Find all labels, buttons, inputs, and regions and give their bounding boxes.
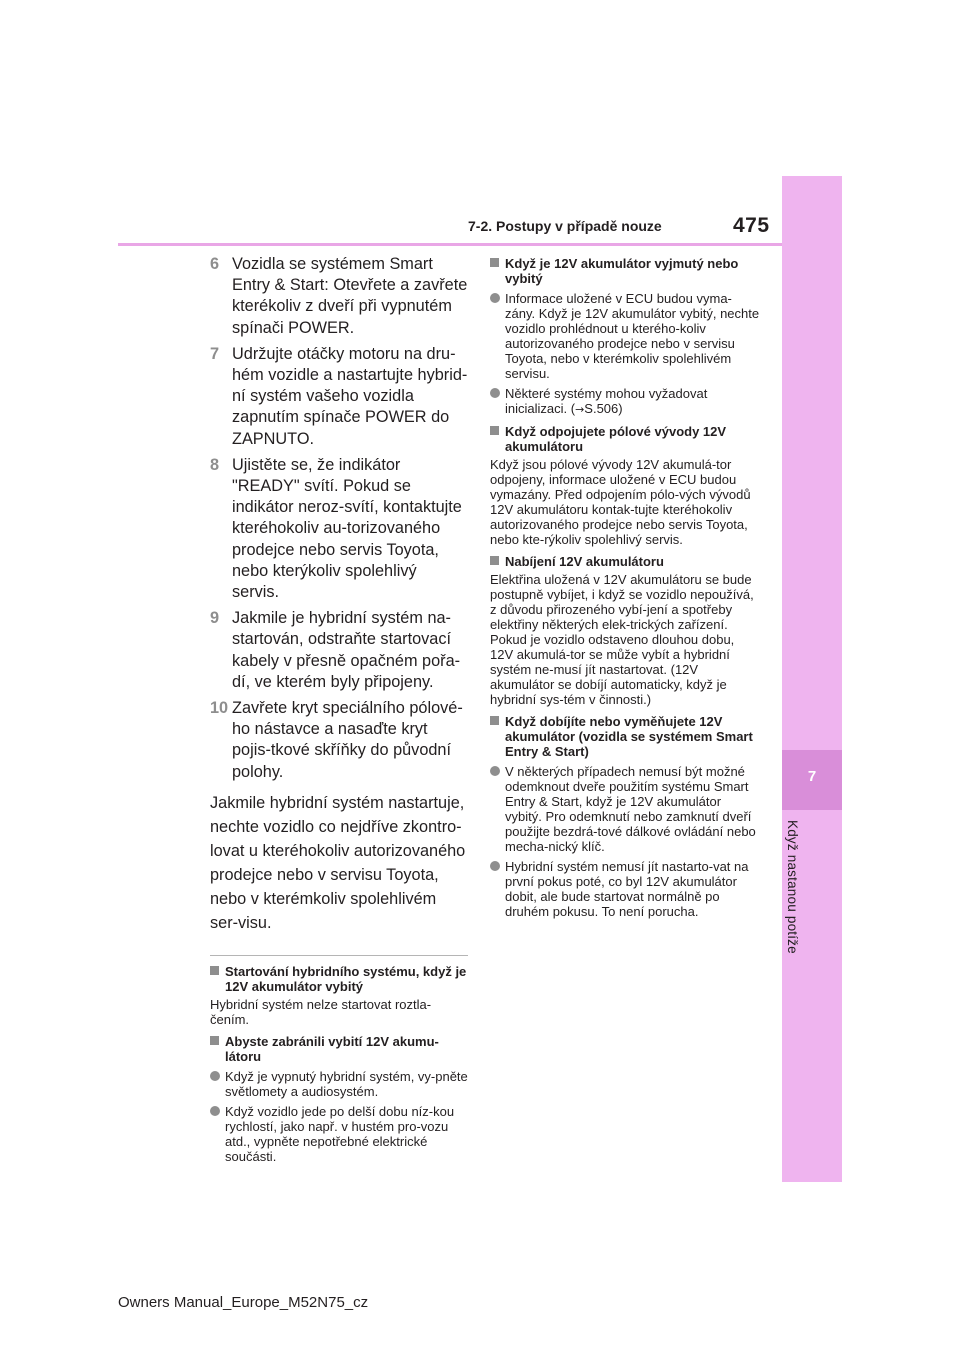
closing-paragraph: Jakmile hybridní systém nastartuje, nechte vozidlo co nejdříve zkontro-lovat u kteréhokoliv autorizovaného prodejce nebo v servisu Toyota, nebo v kterémkoliv spolehlivém ser-visu. xyxy=(210,793,466,932)
round-bullet-icon xyxy=(490,766,500,776)
section-title: Když je 12V akumulátor vyjmutý nebo vybitý xyxy=(505,256,739,286)
step-text: Udržujte otáčky motoru na dru-hém vozidle a nastartujte hybrid-ní systém vašeho vozidla zapnutím spínače POWER do ZAPNUTO. xyxy=(232,344,468,448)
step-number: 9 xyxy=(210,609,220,628)
section-divider xyxy=(210,955,468,956)
round-bullet-icon xyxy=(210,1106,220,1116)
round-bullet-icon xyxy=(490,861,500,871)
round-bullet-icon xyxy=(490,293,500,303)
chapter-number: 7 xyxy=(807,768,817,785)
section-title: Abyste zabránili vybití 12V akumu-látoru xyxy=(225,1033,439,1064)
bullet-item xyxy=(490,764,760,854)
bullet-text: V některých případech nemusí být možné odemknout dveře použitím systému Smart Entry & Start, když je 12V akumulátor vybitý. Pro odemknutí nebo zamknutí dveří použijte bezdrá-tové dálkové ovládání nebo mecha-nický klíč. xyxy=(505,764,756,854)
section-heading xyxy=(490,424,760,454)
square-bullet-icon xyxy=(490,258,499,267)
chapter-side-tab xyxy=(782,176,842,1182)
section-title: Nabíjení 12V akumulátoru xyxy=(505,554,664,569)
step-10 xyxy=(210,698,468,783)
bullet-text: Hybridní systém nemusí jít nastarto-vat na první pokus poté, co byl 12V akumulátor dobit, ale bude startovat normálně po druhém pokusu. To není porucha. xyxy=(505,859,749,919)
bullet-item xyxy=(490,859,760,919)
section-body: Hybridní systém nelze startovat roztla-čením. xyxy=(210,996,432,1027)
footer-document-id: Owners Manual_Europe_M52N75_cz xyxy=(118,1294,369,1311)
round-bullet-icon xyxy=(210,1071,220,1081)
step-8 xyxy=(210,455,468,603)
bullet-text: Když je vypnutý hybridní systém, vy-pněte světlomety a audiosystém. xyxy=(225,1068,468,1099)
header-divider xyxy=(118,243,782,246)
square-bullet-icon xyxy=(210,966,219,975)
step-text: Jakmile je hybridní systém na-startován, odstraňte startovací kabely v přesně opačném pořa-dí, ve kterém byly připojeny. xyxy=(232,609,461,691)
section-heading xyxy=(490,256,760,286)
step-text: Zavřete kryt speciálního pólové-ho nástavce a nasaďte kryt pojis-tkové skříňky do původní polohy. xyxy=(232,699,463,781)
square-bullet-icon xyxy=(490,556,499,565)
arrow-right-icon: → xyxy=(575,403,585,416)
bullet-text xyxy=(505,386,760,417)
square-bullet-icon xyxy=(210,1036,219,1045)
step-6 xyxy=(210,254,468,339)
step-number: 10 xyxy=(210,699,229,718)
page-reference-link[interactable]: S.506) xyxy=(584,401,623,416)
page-number: 475 xyxy=(733,214,770,237)
chapter-title: Když nastanou potíže xyxy=(785,820,800,954)
step-9 xyxy=(210,608,468,693)
round-bullet-icon xyxy=(490,388,500,398)
section-heading xyxy=(490,714,760,759)
section-title: Když odpojujete pólové vývody 12V akumulátoru xyxy=(505,424,727,454)
square-bullet-icon xyxy=(490,426,499,435)
bullet-item xyxy=(210,1069,468,1099)
step-number: 6 xyxy=(210,255,220,273)
bullet-item xyxy=(210,1104,468,1164)
step-text: Vozidla se systémem Smart Entry & Start: Otevřete a zavřete kterékoliv z dveří při vypnutém spínači POWER. xyxy=(232,255,468,337)
step-number: 8 xyxy=(210,455,220,474)
section-heading xyxy=(210,1034,468,1064)
bullet-text: Když vozidlo jede po delší dobu níz-kou rychlostí, jako např. v hustém pro-vozu atd., vypněte nepotřebné elektrické součásti. xyxy=(225,1103,455,1164)
bullet-item xyxy=(490,291,760,381)
square-bullet-icon xyxy=(490,716,499,725)
right-column xyxy=(490,256,760,919)
section-title: Startování hybridního systému, když je 12V akumulátor vybitý xyxy=(225,963,467,994)
section-header: 7-2. Postupy v případě nouze xyxy=(468,218,662,234)
bullet-text-part: Některé systémy mohou vyžadovat inicializaci. ( xyxy=(505,386,708,416)
step-text: Ujistěte se, že indikátor "READY" svítí. Pokud se indikátor neroz-svítí, kontaktujte kteréhokoliv au-torizovaného prodejce nebo servis Toyota, nebo kterýkoliv spolehlivý servis. xyxy=(232,455,462,602)
section-body: Elektřina uložená v 12V akumulátoru se bude postupně vybíjet, i když se vozidlo nepoužívá, z důvodu přirozeného vybí-jení a spotřeby elektřiny některých elek-trických zařízení. Pokud je vozidlo odstaveno dlouhou dobu, 12V akumulá-tor se může vybít a hybridní systém ne-musí jít nastartovat. (12V akumulátor se dobíjí automaticky, když je hybridní sys-tém v činnosti.) xyxy=(490,572,754,707)
step-7 xyxy=(210,344,468,450)
left-column xyxy=(210,254,468,1164)
bullet-text: Informace uložené v ECU budou vyma-zány. Když je 12V akumulátor vybitý, nechte vozidlo prohlédnout u kterého-koliv autorizovaného prodejce nebo v servisu Toyota, nebo v kterémkoliv spolehlivém servisu. xyxy=(505,291,760,381)
bullet-item xyxy=(490,386,760,417)
section-heading xyxy=(490,554,760,569)
section-body: Když jsou pólové vývody 12V akumulá-tor odpojeny, informace uložené v ECU budou vymazány. Před odpojením pólo-vých vývodů 12V akumulátoru kontak-tujte kteréhokoliv autorizovaného prodejce nebo servis Toyota, nebo kte-rýkoliv spolehlivý servis. xyxy=(490,457,751,547)
section-heading xyxy=(210,964,468,994)
section-title: Když dobíjíte nebo vyměňujete 12V akumulátor (vozidla se systémem Smart Entry & Start) xyxy=(505,714,753,759)
step-number: 7 xyxy=(210,344,220,363)
